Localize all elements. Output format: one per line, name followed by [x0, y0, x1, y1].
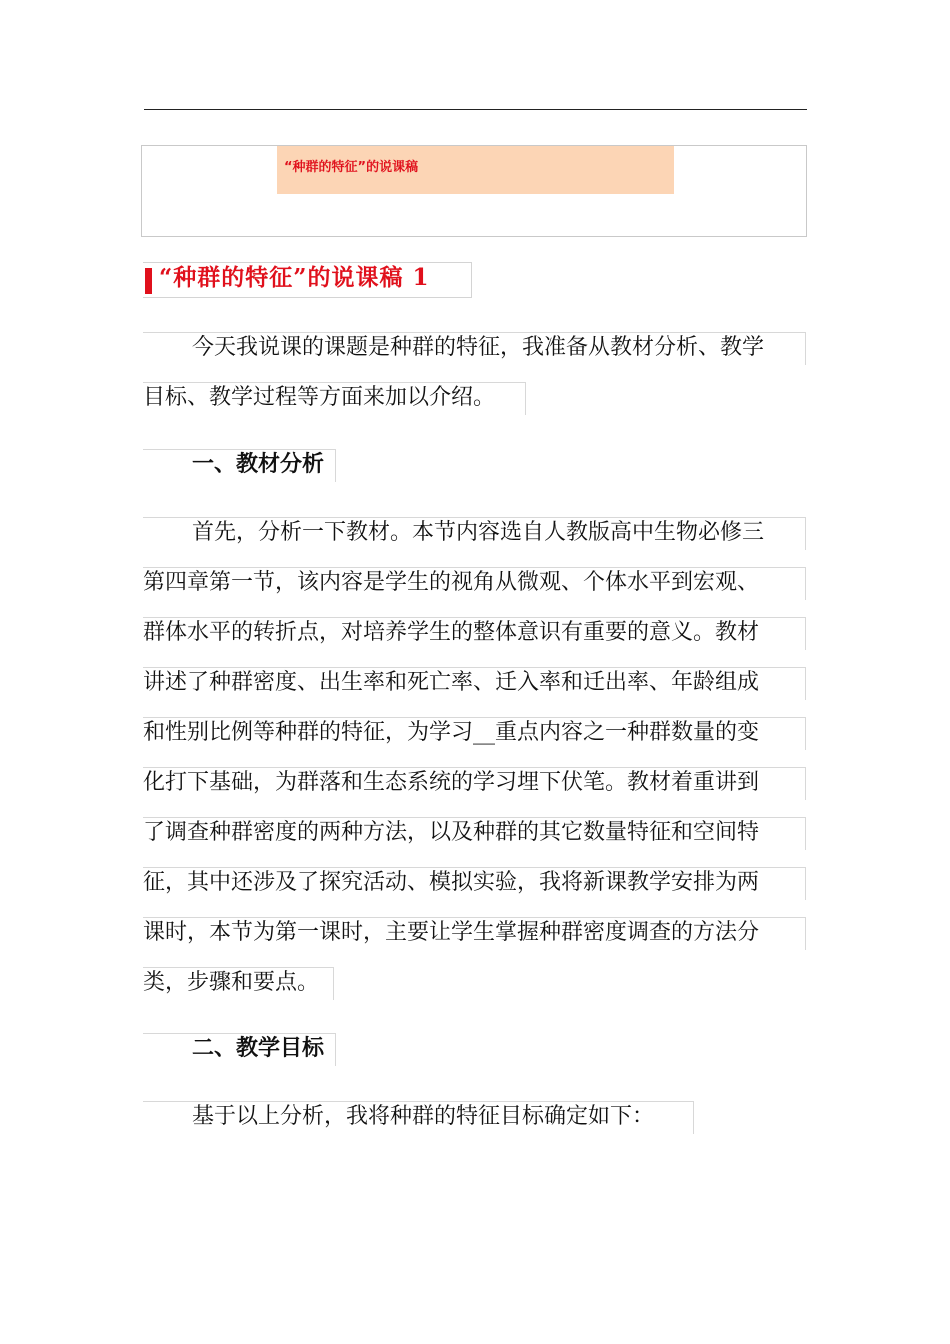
paragraph-line: 化打下基础，为群落和生态系统的学习埋下伏笔。教材着重讲到	[143, 767, 806, 800]
paragraph-line: 群体水平的转折点，对培养学生的整体意识有重要的意义。教材	[143, 617, 806, 650]
paragraph-line: 征，其中还涉及了探究活动、模拟实验，我将新课教学安排为两	[143, 867, 806, 900]
paragraph-line: 基于以上分析，我将种群的特征目标确定如下：	[143, 1101, 694, 1134]
heading-teaching-goals: 二、教学目标	[143, 1033, 336, 1066]
section-title	[143, 262, 472, 298]
paragraph-line: 讲述了种群密度、出生率和死亡率、迁入率和迁出率、年龄组成	[143, 667, 806, 700]
paragraph-line: 了调查种群密度的两种方法，以及种群的其它数量特征和空间特	[143, 817, 806, 850]
paragraph-line: 今天我说课的课题是种群的特征，我准备从教材分析、教学	[143, 332, 806, 365]
header-banner	[277, 146, 674, 194]
header-banner-text: “种群的特征”的说课稿	[284, 160, 419, 175]
paragraph-line: 第四章第一节，该内容是学生的视角从微观、个体水平到宏观、	[143, 567, 806, 600]
title-marker	[145, 268, 152, 294]
paragraph-line: 首先，分析一下教材。本节内容选自人教版高中生物必修三	[143, 517, 806, 550]
top-rule	[144, 109, 807, 110]
header-box	[141, 145, 807, 237]
paragraph-line: 目标、教学过程等方面来加以介绍。	[143, 382, 526, 415]
paragraph-line: 和性别比例等种群的特征，为学习__重点内容之一种群数量的变	[143, 717, 806, 750]
paragraph-line: 课时，本节为第一课时，主要让学生掌握种群密度调查的方法分	[143, 917, 806, 950]
section-title-text: “种群的特征”的说课稿 1	[159, 264, 430, 291]
paragraph-line: 类，步骤和要点。	[143, 967, 334, 1000]
heading-teaching-material: 一、教材分析	[143, 449, 336, 482]
